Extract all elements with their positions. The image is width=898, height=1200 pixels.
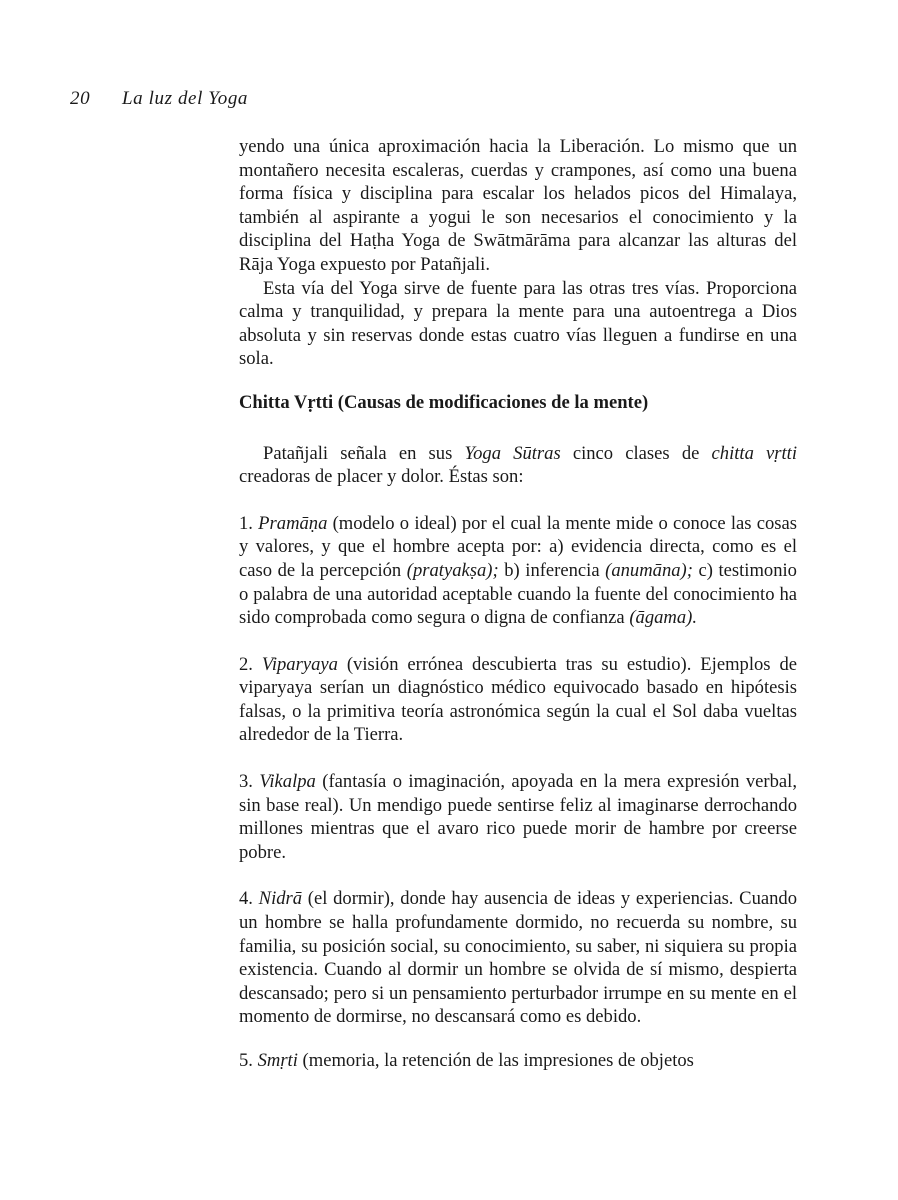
item-number: 4. [239,888,259,910]
section-heading: Chitta Vṛtti (Causas de modificaciones de la mente) [239,391,649,413]
item-number: 1. [239,512,259,534]
term-chitta-vrtti: chitta vṛtti [711,442,798,464]
list-item-3: 3. Vikalpa (fantasía o imaginación, apoyada en la mera expresión verbal, sin base real). Un mendigo puede sentirse feliz al imaginarse derrochando millones mientras que el avaro rico puede morir de hambre por creerse pobre. [239,771,797,863]
item-term: Smṛti [257,1050,298,1071]
item-number: 2. [239,653,262,675]
term-yoga-sutras: Yoga Sūtras [464,442,561,464]
item-number: 5. [239,1050,258,1071]
page-body [239,135,797,1073]
body-paragraph: Esta vía del Yoga sirve de fuente para las otras tres vías. Proporciona calma y tranquilidad, y prepara la mente para una autoentrega a Dios absoluta y sin reservas donde estas cuatro vías lleguen a fundirse en una sola. [239,277,797,370]
item-term: Nidrā [258,888,303,910]
intro-paragraph: Patañjali señala en sus Yoga Sūtras cinco clases de chitta vṛtti creadoras de placer y dolor. Éstas son: [239,442,798,488]
list-item-5: 5. Smṛti (memoria, la retención de las impresiones de objetos [239,1050,694,1071]
list-item-2: 2. Viparyaya (visión errónea descubierta tras su estudio). Ejemplos de viparyaya serían un diagnóstico médico equivocado basado en hipótesis falsas, o la primitiva teoría astronómica según la cual el Sol daba vueltas alrededor de la Tierra. [239,653,797,746]
book-title: La luz del Yoga [122,88,249,109]
list-item-4: 4. Nidrā (el dormir), donde hay ausencia de ideas y experiencias. Cuando un hombre se halla profundamente dormido, no recuerda su nombre, su familia, su posición social, su conocimiento, su saber, ni siquiera su propia existencia. Cuando al dormir un hombre se olvida de sí mismo, despierta descansado; pero si un pensamiento perturbador irrumpe en su mente en el momento de dormirse, no descansará como es debido. [239,888,798,1028]
list-item-1: 1. Pramāṇa (modelo o ideal) por el cual la mente mide o conoce las cosas y valores, y que el hombre acepta por: a) evidencia directa, como es el caso de la percepción (pratyakṣa); b) inferencia (anumāna); c) testimonio o palabra de una autoridad aceptable cuando la fuente del conocimiento ha sido comprobada como segura o digna de confianza (āgama). [239,512,797,629]
running-head [70,88,248,110]
item-term: Viparyaya [261,653,338,675]
item-number: 3. [239,771,260,793]
item-term: Vikalpa [259,771,316,793]
continuation-paragraph: yendo una única aproximación hacia la Liberación. Lo mismo que un montañero necesita escaleras, cuerdas y crampones, así como una buena forma física y disciplina para escalar los helados picos del Himalaya, también al aspirante a yogui le son necesarios el conocimiento y la disciplina del Haṭha Yoga de Swātmārāma para alcanzar las alturas del Rāja Yoga expuesto por Patañjali. [239,136,797,275]
item-term: Pramāṇa [258,512,328,534]
page-number: 20 [70,88,91,109]
